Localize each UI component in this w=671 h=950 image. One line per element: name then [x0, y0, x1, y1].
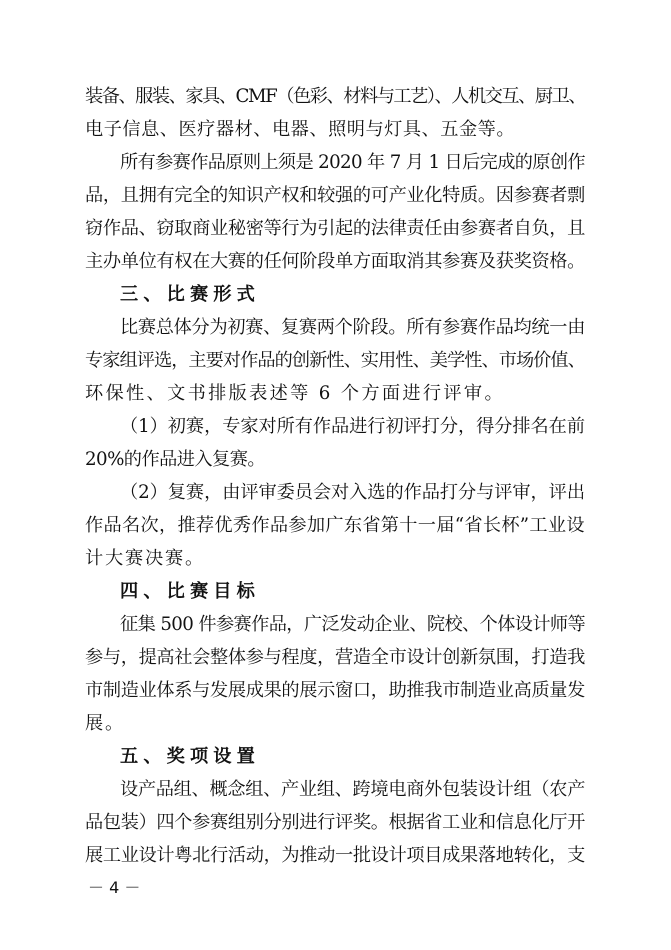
- text-line: 环保性、文书排版表述等 6 个方面进行评审。: [85, 383, 505, 404]
- section-heading: 三、比赛形式: [120, 284, 260, 305]
- text-line: 作品名次，推荐优秀作品参加广东省第十一届“省长杯”工业设: [85, 515, 585, 536]
- text-line: 市制造业体系与发展成果的展示窗口，助推我市制造业高质量发: [85, 680, 586, 701]
- text-line: 品，且拥有完全的知识产权和较强的可产业化特质。因参赛者剽: [85, 185, 586, 206]
- text-line: 装备、服装、家具、CMF（色彩、材料与工艺）、人机交互、厨卫、: [85, 86, 586, 107]
- text-line: 设产品组、概念组、产业组、跨境电商外包装设计组（农产: [120, 779, 586, 800]
- text-line: 主办单位有权在大赛的任何阶段单方面取消其参赛及获奖资格。: [85, 251, 586, 272]
- text-line: 专家组评选，主要对作品的创新性、实用性、美学性、市场价值、: [85, 350, 585, 371]
- text-line: 品包装）四个参赛组别分别进行评奖。根据省工业和信息化厅开: [85, 812, 586, 833]
- text-line: 展工业设计粤北行活动，为推动一批设计项目成果落地转化，支: [85, 845, 586, 866]
- section-heading: 五、奖项设置: [120, 746, 260, 767]
- text-line: 电子信息、医疗器材、电器、照明与灯具、五金等。: [85, 119, 516, 140]
- text-line: 展。: [85, 713, 125, 734]
- text-line: （1）初赛，专家对所有作品进行初评打分，得分排名在前: [120, 416, 585, 437]
- text-line: 比赛总体分为初赛、复赛两个阶段。所有参赛作品均统一由: [120, 317, 586, 338]
- text-line: 征集 500 件参赛作品，广泛发动企业、院校、个体设计师等: [120, 614, 586, 635]
- text-line: 所有参赛作品原则上须是 2020 年 7 月 1 日后完成的原创作: [120, 152, 585, 173]
- section-heading: 四、比赛目标: [120, 581, 260, 602]
- text-line: 窃作品、窃取商业秘密等行为引起的法律责任由参赛者自负，且: [85, 218, 586, 239]
- text-line: 计大赛决赛。: [85, 548, 205, 569]
- text-line: （2）复赛，由评审委员会对入选的作品打分与评审，评出: [120, 482, 585, 503]
- text-line: 20%的作品进入复赛。: [85, 449, 265, 470]
- page-number: － 4 －: [88, 878, 141, 897]
- text-line: 参与，提高社会整体参与程度，营造全市设计创新氛围，打造我: [85, 647, 586, 668]
